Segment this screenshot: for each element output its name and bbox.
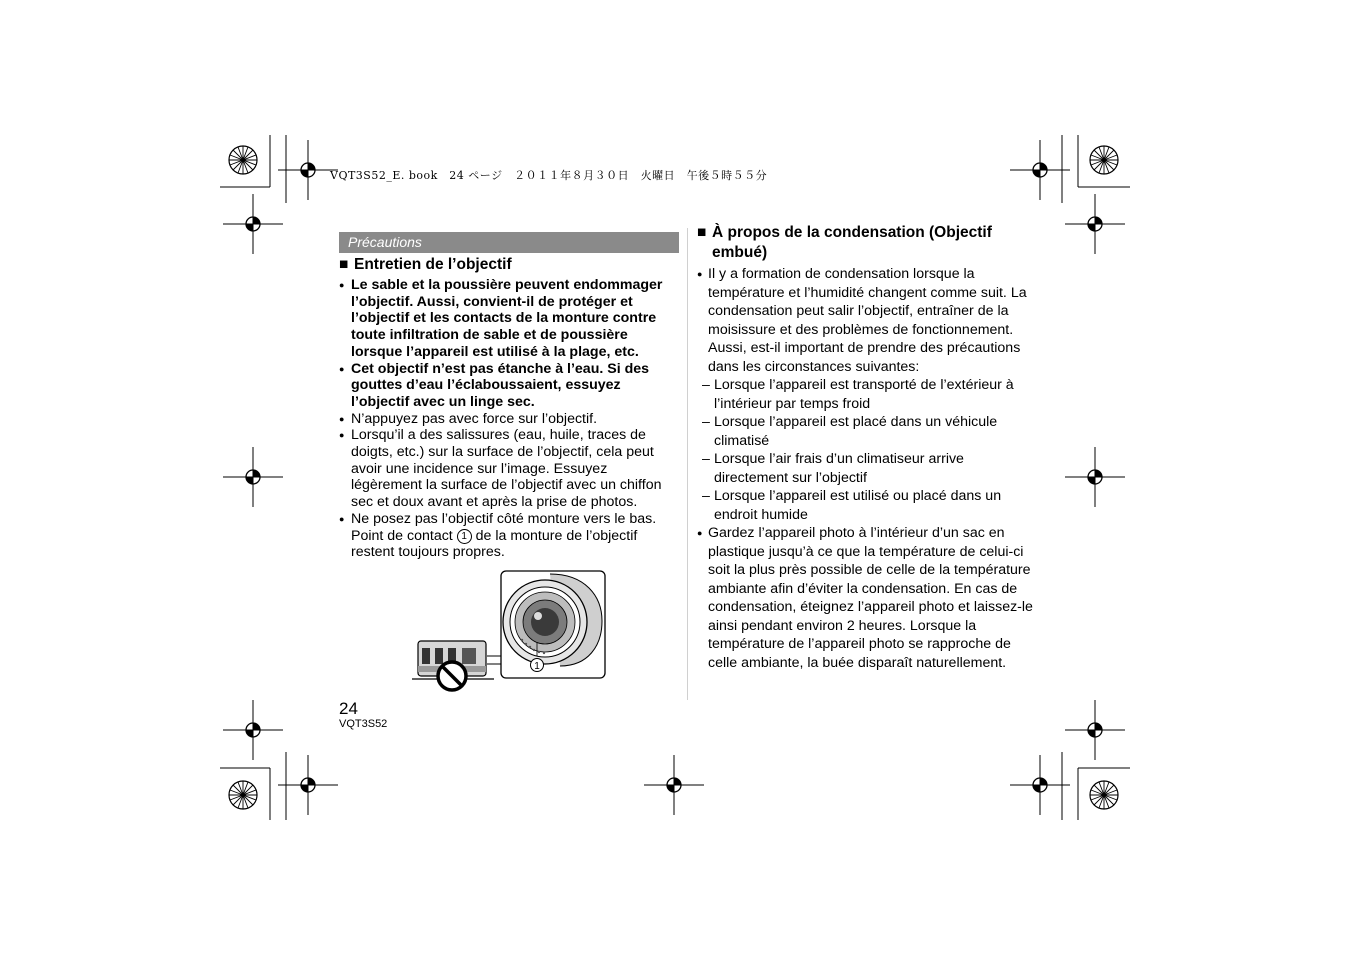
list-item: – Lorsque l’appareil est placé dans un véhicule climatisé [697, 413, 1037, 450]
list-item: ● Lorsqu’il a des salissures (eau, huile, traces de doigts, etc.) sur la surface de l’objectif, cela peut avoir une incidence sur l’image. Essuyez légèrement la surface de l’objectif avec un chiffon sec et doux avant et après la prise de photos. [339, 427, 681, 511]
lens-mount-closeup [501, 571, 605, 678]
contact-point-marker: 1 [457, 529, 472, 544]
lens-care-list [339, 277, 681, 561]
right-column [697, 223, 1037, 672]
list-item: ● Il y a formation de condensation lorsque la température et l’humidité changent comme suit. La condensation peut salir l’objectif, entraîner de la moisissure et des problèmes de fonctionnement. Aussi, est-il important de prendre des précautions dans les circonstances suivantes: [697, 265, 1037, 376]
section-title: Précautions [348, 234, 422, 250]
figure-marker: 1 [534, 661, 540, 672]
condensation-heading-text: À propos de la condensation (Objectif embué) [712, 224, 992, 261]
list-item: ● N’appuyez pas avec force sur l’objectif. [339, 411, 681, 428]
book-header-line: VQT3S52_E. book 24 ページ ２０１１年８月３０日 火曜日 午後５時５５分 [330, 169, 768, 182]
lens-care-heading-text: Entretien de l’objectif [354, 256, 512, 273]
lens-illustration [410, 566, 610, 696]
prohibited-icon [438, 662, 466, 690]
list-item: – Lorsque l’appareil est utilisé ou placé dans un endroit humide [697, 487, 1037, 524]
heading-square-marker: ■ [697, 224, 707, 241]
left-column [339, 255, 681, 561]
list-item: – Lorsque l’appareil est transporté de l’extérieur à l’intérieur par temps froid [697, 376, 1037, 413]
page-number: 24 [339, 699, 358, 718]
section-title-bar [339, 232, 679, 253]
condensation-advice-list [697, 524, 1037, 672]
list-item-text: Ne posez pas l’objectif côté monture vers le bas. Point de contact [351, 510, 657, 544]
condensation-list [697, 265, 1037, 376]
list-item: ● Le sable et la poussière peuvent endommager l’objectif. Aussi, convient-il de protéger et l’objectif et les contacts de la monture contre toute infiltration de sable et de poussière lorsque l’appareil est utilisé à la plage, etc. [339, 277, 681, 361]
list-item [339, 511, 681, 561]
list-item-text: de la monture de l’objectif restent toujours propres. [351, 527, 638, 561]
list-item: ● Cet objectif n’est pas étanche à l’eau. Si des gouttes d’eau l’éclaboussaient, essuyez l’objectif avec un linge sec. [339, 361, 681, 411]
lens-care-heading [339, 255, 681, 275]
heading-square-marker: ■ [339, 256, 349, 273]
document-code: VQT3S52 [339, 718, 388, 730]
list-item: – Lorsque l’air frais d’un climatiseur arrive directement sur l’objectif [697, 450, 1037, 487]
list-item: ● Gardez l’appareil photo à l’intérieur d’un sac en plastique jusqu’à ce que la température de celui-ci soit la plus près possible de celle de la température ambiante afin d’éviter la condensation. En cas de condensation, éteignez l’appareil photo et laissez-le ainsi pendant environ 2 heures. Lorsque la température de l’appareil photo se rapproche de celle ambiante, la buée disparaît naturellement. [697, 524, 1037, 672]
column-divider [687, 228, 688, 700]
condensation-heading [697, 223, 1037, 263]
condensation-circumstances [697, 376, 1037, 524]
